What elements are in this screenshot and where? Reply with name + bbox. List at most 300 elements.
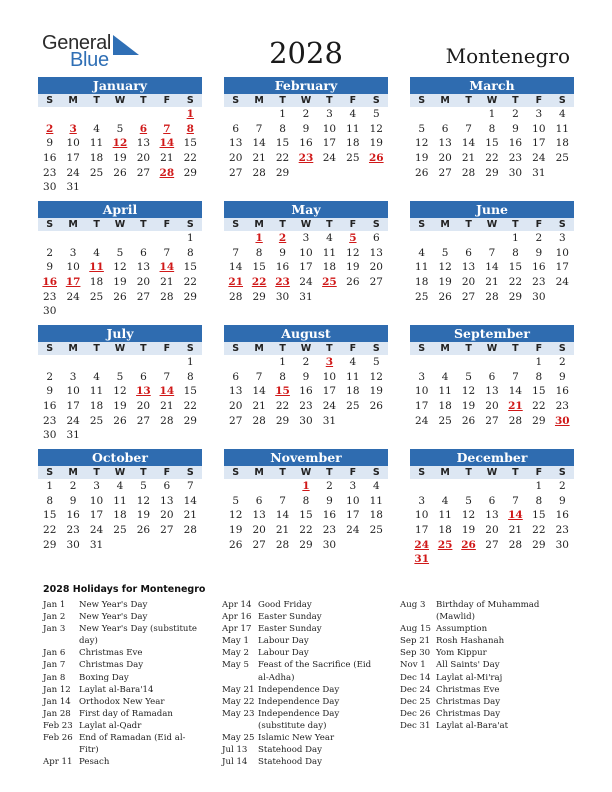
day-cell: 16: [43, 400, 57, 413]
holiday-name: Easter Sunday: [258, 624, 322, 635]
day-cell: 18: [89, 400, 104, 413]
holiday-item: [400, 659, 558, 671]
day-cell: 9: [558, 494, 566, 507]
day-cell: 29: [183, 290, 197, 303]
day-cell: 25: [415, 290, 429, 303]
holiday-item: [43, 708, 201, 720]
month-title: July: [38, 325, 202, 342]
holiday-date: Dec 24: [400, 684, 431, 695]
weekday-label: W: [300, 343, 312, 354]
weekday-header: [38, 466, 202, 479]
holiday-item: [400, 599, 558, 623]
holiday-item: [400, 696, 558, 708]
weekday-label: M: [68, 343, 78, 354]
day-cell: 13: [485, 385, 499, 398]
holiday-item: [43, 611, 201, 623]
day-cell: 9: [46, 261, 54, 274]
day-cell: 22: [275, 400, 290, 413]
weekday-label: F: [163, 95, 171, 106]
weekday-label: W: [114, 219, 126, 230]
day-cell: 3: [93, 480, 100, 492]
weekday-label: M: [254, 219, 264, 230]
month-august: [224, 325, 388, 428]
holiday-date: Jan 12: [43, 684, 71, 695]
day-cell: 4: [93, 370, 100, 383]
day-cell: 17: [322, 137, 337, 150]
holiday-name: Independence Day: [258, 696, 340, 707]
weekday-label: M: [68, 219, 78, 230]
day-cell: 11: [346, 122, 360, 135]
holiday-item: [222, 611, 380, 623]
weekday-label: W: [486, 95, 498, 106]
day-cell: 12: [113, 261, 127, 274]
day-cell: 12: [461, 509, 476, 522]
day-cell: 30: [43, 305, 57, 318]
day-cell: 30: [43, 429, 57, 442]
day-cell: 11: [415, 261, 429, 274]
day-cell: 23: [555, 400, 569, 413]
day-cell: 13: [461, 261, 476, 274]
day-cell: 9: [46, 137, 54, 150]
day-cell: 27: [369, 276, 383, 289]
day-cell: 29: [43, 538, 57, 551]
day-cell: 24: [322, 152, 337, 165]
holiday-day-cell: 1: [186, 108, 194, 120]
holiday-name: New Year's Day (substitute day): [79, 624, 197, 647]
day-cell: 6: [163, 480, 171, 492]
day-cell: 7: [232, 246, 240, 259]
holiday-day-cell: 1: [255, 232, 263, 244]
day-cell: 23: [299, 400, 313, 413]
weekday-label: S: [372, 219, 380, 230]
day-cell: 13: [160, 494, 174, 507]
holiday-date: Sep 30: [400, 648, 431, 659]
day-cell: 10: [66, 137, 80, 150]
month-title: March: [410, 77, 574, 94]
holiday-day-cell: 14: [508, 509, 523, 522]
weekday-header: [410, 94, 574, 107]
day-cell: 2: [558, 356, 566, 368]
day-cell: 6: [140, 370, 147, 383]
weekday-header: [410, 342, 574, 355]
day-cell: 29: [275, 414, 290, 427]
day-cell: 10: [89, 494, 104, 507]
day-grid: [224, 107, 388, 180]
day-cell: 3: [418, 494, 426, 507]
empty-cell: [108, 355, 131, 370]
holiday-name: Christmas Day: [79, 660, 144, 671]
day-cell: 15: [532, 385, 546, 398]
day-cell: 19: [461, 400, 476, 413]
day-cell: 19: [461, 524, 476, 537]
weekday-label: F: [535, 467, 543, 478]
holiday-name: Laylat al-Mi'raj: [436, 672, 503, 683]
day-cell: 22: [508, 276, 523, 289]
day-cell: 7: [512, 370, 519, 383]
empty-cell: [38, 355, 61, 370]
day-cell: 1: [535, 356, 543, 368]
holiday-day-cell: 8: [186, 122, 194, 135]
day-cell: 31: [299, 290, 313, 303]
day-cell: 18: [438, 400, 452, 413]
day-cell: 24: [66, 414, 80, 427]
day-cell: 20: [136, 152, 151, 165]
day-cell: 16: [508, 137, 523, 150]
holiday-name: Christmas Eve: [436, 684, 500, 695]
day-cell: 25: [555, 152, 569, 165]
day-cell: 22: [532, 400, 546, 413]
holiday-name: Boxing Day: [79, 672, 129, 683]
holiday-day-cell: 31: [414, 553, 430, 566]
day-cell: 1: [488, 108, 496, 120]
day-cell: 10: [299, 246, 313, 259]
weekday-label: S: [186, 343, 194, 354]
day-cell: 16: [66, 509, 80, 522]
holiday-date: Apr 17: [222, 624, 252, 635]
weekday-label: T: [512, 95, 519, 106]
day-cell: 10: [66, 385, 80, 398]
holiday-column: [400, 599, 558, 732]
day-cell: 22: [532, 524, 546, 537]
brand-word-general: General: [42, 32, 112, 54]
holiday-date: Sep 21: [400, 636, 431, 647]
day-cell: 24: [322, 400, 337, 413]
weekday-label: M: [440, 343, 450, 354]
holiday-date: Dec 31: [400, 720, 431, 731]
holiday-name: Independence Day (substitute day): [258, 708, 340, 731]
day-cell: 11: [369, 494, 383, 507]
weekday-label: S: [372, 343, 380, 354]
day-cell: 8: [535, 494, 543, 507]
weekday-label: T: [93, 219, 100, 230]
day-cell: 9: [302, 122, 310, 135]
day-cell: 6: [465, 246, 472, 259]
holiday-item: [222, 684, 380, 696]
day-cell: 17: [555, 261, 569, 274]
day-cell: 21: [160, 400, 174, 413]
day-cell: 28: [252, 414, 266, 427]
day-cell: 2: [46, 246, 54, 259]
day-cell: 28: [229, 290, 243, 303]
day-cell: 18: [555, 137, 569, 150]
day-cell: 9: [535, 246, 543, 259]
holiday-name: Assumption: [436, 624, 488, 635]
day-grid: [410, 231, 574, 304]
day-cell: 21: [160, 276, 174, 289]
holiday-date: Jan 14: [43, 696, 71, 707]
month-december: [410, 449, 574, 567]
day-cell: 31: [89, 538, 104, 551]
holiday-date: Jul 13: [222, 745, 248, 756]
holiday-name: Orthodox New Year: [79, 696, 165, 707]
day-cell: 20: [438, 152, 452, 165]
holiday-name: Christmas Eve: [79, 648, 143, 659]
weekday-label: S: [558, 467, 566, 478]
day-cell: 31: [66, 429, 80, 442]
holiday-name: Yom Kippur: [436, 648, 487, 659]
day-cell: 5: [465, 370, 472, 383]
holiday-name: Good Friday: [258, 600, 312, 610]
day-cell: 10: [322, 370, 337, 383]
weekday-label: T: [279, 95, 286, 106]
day-cell: 25: [438, 414, 452, 427]
day-cell: 3: [349, 480, 357, 492]
day-cell: 16: [43, 152, 57, 165]
day-cell: 4: [372, 480, 380, 492]
month-july: [38, 325, 202, 443]
empty-cell: [433, 107, 456, 122]
day-cell: 6: [488, 494, 496, 507]
holiday-day-cell: 14: [159, 261, 175, 274]
holiday-item: [222, 732, 380, 744]
day-cell: 7: [512, 494, 519, 507]
day-cell: 15: [183, 385, 197, 398]
holiday-name: Laylat al-Bara'14: [79, 684, 154, 695]
holiday-date: Apr 11: [43, 757, 73, 768]
day-cell: 16: [299, 137, 313, 150]
holiday-date: Apr 16: [222, 612, 252, 623]
day-cell: 1: [46, 480, 54, 492]
day-cell: 5: [418, 122, 426, 135]
empty-cell: [480, 479, 503, 494]
month-title: December: [410, 449, 574, 466]
holiday-day-cell: 14: [159, 137, 175, 150]
empty-cell: [457, 355, 480, 370]
holiday-day-cell: 22: [251, 276, 267, 289]
day-cell: 25: [346, 152, 360, 165]
day-cell: 27: [438, 166, 452, 179]
day-cell: 5: [465, 494, 472, 507]
day-cell: 18: [438, 524, 452, 537]
day-cell: 12: [229, 509, 243, 522]
holiday-date: Dec 25: [400, 696, 431, 707]
day-cell: 12: [369, 370, 383, 383]
day-cell: 24: [66, 290, 80, 303]
day-cell: 28: [183, 524, 197, 537]
weekday-label: S: [418, 343, 426, 354]
empty-cell: [247, 355, 270, 370]
empty-cell: [224, 355, 247, 370]
day-cell: 7: [255, 122, 263, 135]
holiday-item: [222, 696, 380, 708]
weekday-label: F: [349, 219, 357, 230]
day-cell: 18: [415, 276, 429, 289]
weekday-label: T: [465, 219, 472, 230]
holiday-day-cell: 13: [136, 385, 151, 398]
day-cell: 1: [535, 480, 543, 492]
holiday-name: Laylat al-Bara'at: [436, 720, 509, 731]
weekday-label: S: [558, 343, 566, 354]
holiday-date: Apr 14: [222, 600, 252, 610]
month-april: [38, 201, 202, 319]
weekday-label: W: [300, 95, 312, 106]
empty-cell: [155, 355, 178, 370]
holiday-item: [400, 623, 558, 635]
day-cell: 2: [535, 232, 543, 244]
day-cell: 9: [69, 494, 77, 507]
holiday-item: [43, 684, 201, 696]
holiday-date: May 22: [222, 696, 255, 707]
day-cell: 24: [66, 166, 80, 179]
day-cell: 18: [346, 137, 360, 150]
day-cell: 15: [275, 137, 290, 150]
weekday-label: S: [558, 95, 566, 106]
weekday-header: [38, 218, 202, 231]
empty-cell: [132, 231, 155, 246]
holiday-item: [222, 756, 380, 768]
day-cell: 23: [43, 166, 57, 179]
day-cell: 7: [279, 494, 286, 507]
day-cell: 1: [186, 232, 194, 244]
day-grid: [410, 107, 574, 180]
holiday-day-cell: 14: [159, 385, 175, 398]
day-cell: 6: [255, 494, 263, 507]
day-cell: 26: [113, 290, 127, 303]
empty-cell: [85, 355, 108, 370]
day-cell: 3: [69, 246, 77, 259]
day-cell: 14: [461, 137, 476, 150]
day-cell: 31: [66, 181, 80, 194]
day-cell: 23: [43, 414, 57, 427]
day-cell: 25: [369, 524, 383, 537]
day-cell: 23: [43, 290, 57, 303]
weekday-label: F: [349, 95, 357, 106]
day-cell: 24: [299, 276, 313, 289]
holiday-day-cell: 30: [554, 414, 570, 427]
weekday-label: T: [93, 343, 100, 354]
day-cell: 18: [113, 509, 127, 522]
day-cell: 4: [418, 246, 426, 259]
day-cell: 20: [485, 400, 499, 413]
empty-cell: [433, 231, 456, 246]
holiday-name: Birthday of Muhammad (Mawlid): [436, 600, 540, 623]
day-cell: 15: [532, 509, 546, 522]
holiday-day-cell: 17: [65, 276, 81, 289]
empty-cell: [155, 107, 178, 122]
day-cell: 24: [89, 524, 104, 537]
day-cell: 6: [140, 246, 147, 259]
holiday-item: [222, 708, 380, 732]
day-cell: 13: [229, 385, 243, 398]
day-cell: 14: [183, 494, 197, 507]
day-cell: 28: [160, 290, 174, 303]
holiday-date: May 21: [222, 684, 255, 695]
day-cell: 3: [558, 232, 566, 244]
holiday-item: [400, 647, 558, 659]
weekday-label: F: [535, 95, 543, 106]
day-cell: 26: [113, 414, 127, 427]
day-cell: 11: [346, 370, 360, 383]
month-title: February: [224, 77, 388, 94]
holiday-name: Rosh Hashanah: [436, 636, 505, 647]
day-grid: [38, 231, 202, 319]
day-cell: 24: [415, 414, 429, 427]
holiday-column: [43, 599, 201, 768]
day-cell: 19: [113, 152, 127, 165]
weekday-label: S: [418, 219, 426, 230]
holiday-date: Jan 7: [43, 660, 66, 671]
day-cell: 4: [558, 108, 566, 120]
day-cell: 8: [186, 370, 194, 383]
holiday-day-cell: 3: [325, 356, 334, 368]
holiday-day-cell: 15: [275, 385, 290, 398]
day-cell: 26: [229, 538, 243, 551]
weekday-label: T: [512, 343, 519, 354]
weekday-label: F: [163, 467, 171, 478]
day-cell: 23: [322, 524, 337, 537]
day-cell: 14: [229, 261, 243, 274]
weekday-label: S: [232, 219, 240, 230]
day-cell: 17: [415, 400, 429, 413]
empty-cell: [247, 479, 270, 494]
weekday-label: T: [279, 343, 286, 354]
holiday-day-cell: 1: [302, 480, 310, 492]
day-cell: 1: [186, 356, 194, 368]
weekday-label: S: [418, 467, 426, 478]
day-cell: 8: [279, 122, 286, 135]
weekday-label: T: [465, 467, 472, 478]
weekday-label: S: [372, 467, 380, 478]
day-cell: 5: [116, 246, 124, 259]
empty-cell: [155, 231, 178, 246]
weekday-label: M: [254, 95, 264, 106]
weekday-label: T: [140, 219, 147, 230]
day-cell: 15: [508, 261, 523, 274]
day-cell: 19: [229, 524, 243, 537]
weekday-label: T: [512, 219, 519, 230]
day-cell: 20: [136, 400, 151, 413]
empty-cell: [271, 479, 294, 494]
day-cell: 20: [461, 276, 476, 289]
day-cell: 11: [89, 385, 104, 398]
day-cell: 10: [322, 122, 337, 135]
holiday-name: Labour Day: [258, 648, 309, 659]
day-cell: 19: [136, 509, 151, 522]
day-cell: 15: [183, 137, 197, 150]
day-cell: 3: [302, 232, 310, 244]
day-cell: 8: [186, 246, 194, 259]
weekday-label: W: [486, 467, 498, 478]
day-cell: 10: [346, 494, 360, 507]
day-cell: 26: [136, 524, 151, 537]
day-cell: 2: [46, 370, 54, 383]
day-cell: 20: [229, 400, 243, 413]
holiday-day-cell: 24: [414, 538, 430, 551]
weekday-label: S: [46, 343, 54, 354]
weekday-label: S: [558, 219, 566, 230]
day-cell: 6: [372, 232, 380, 244]
weekday-header: [410, 218, 574, 231]
holiday-date: May 23: [222, 708, 255, 719]
day-cell: 8: [512, 246, 519, 259]
holiday-date: Nov 1: [400, 660, 426, 671]
weekday-label: T: [140, 95, 147, 106]
day-cell: 18: [369, 509, 383, 522]
month-november: [224, 449, 388, 552]
month-march: [410, 77, 574, 180]
holiday-day-cell: 7: [163, 122, 171, 135]
day-cell: 21: [183, 509, 197, 522]
weekday-label: S: [186, 95, 194, 106]
day-cell: 8: [488, 122, 496, 135]
holiday-day-cell: 6: [139, 122, 148, 135]
day-cell: 12: [136, 494, 151, 507]
day-cell: 28: [508, 414, 523, 427]
weekday-label: T: [465, 95, 472, 106]
holiday-name: Independence Day: [258, 684, 340, 695]
holiday-item: [43, 647, 201, 659]
holiday-day-cell: 11: [89, 261, 104, 274]
